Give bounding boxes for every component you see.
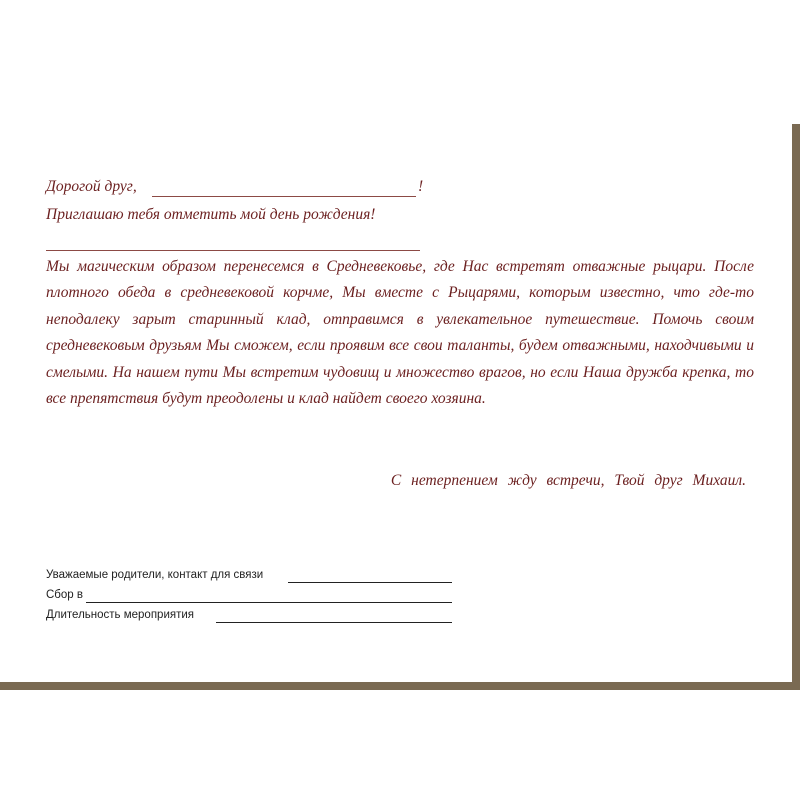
closing-signature: С нетерпением жду встречи, Твой друг Михаил. <box>390 472 746 489</box>
contact-blank <box>288 582 452 583</box>
greeting-line <box>46 178 137 196</box>
name-blank <box>152 196 416 197</box>
duration-blank <box>216 622 452 623</box>
duration-row <box>46 609 456 625</box>
letter-body: Мы магическим образом перенесемся в Средневековье, где Нас встретят отважные рыцари. После плотного обеда в средневековой корчме, Мы вместе с Рыцарями, которым известно, что где-то неподалеку зарыт старинный клад, отправимся в увлекательное путешествие. Помочь своим средневековым друзьям Мы сможем, если проявим все свои таланты, будем отважными, находчивыми и смелыми. На нашем пути Мы встретим чудовищ и множество врагов, но если Наша дружба крепка, то все препятствия будут преодолены и клад найдет своего хозяина. <box>46 258 754 408</box>
greeting-text: Дорогой друг, <box>46 178 137 195</box>
duration-label: Длительность мероприятия <box>46 609 195 621</box>
contact-label: Уважаемые родители, контакт для связи <box>46 569 264 581</box>
invite-text: Приглашаю тебя отметить мой день рождения! <box>46 206 376 223</box>
greeting-exclamation: ! <box>418 178 424 195</box>
gathering-blank <box>86 602 452 603</box>
contact-row <box>46 569 456 585</box>
date-blank <box>46 250 420 251</box>
gathering-row <box>46 589 456 605</box>
gathering-label: Сбор в <box>46 589 83 601</box>
